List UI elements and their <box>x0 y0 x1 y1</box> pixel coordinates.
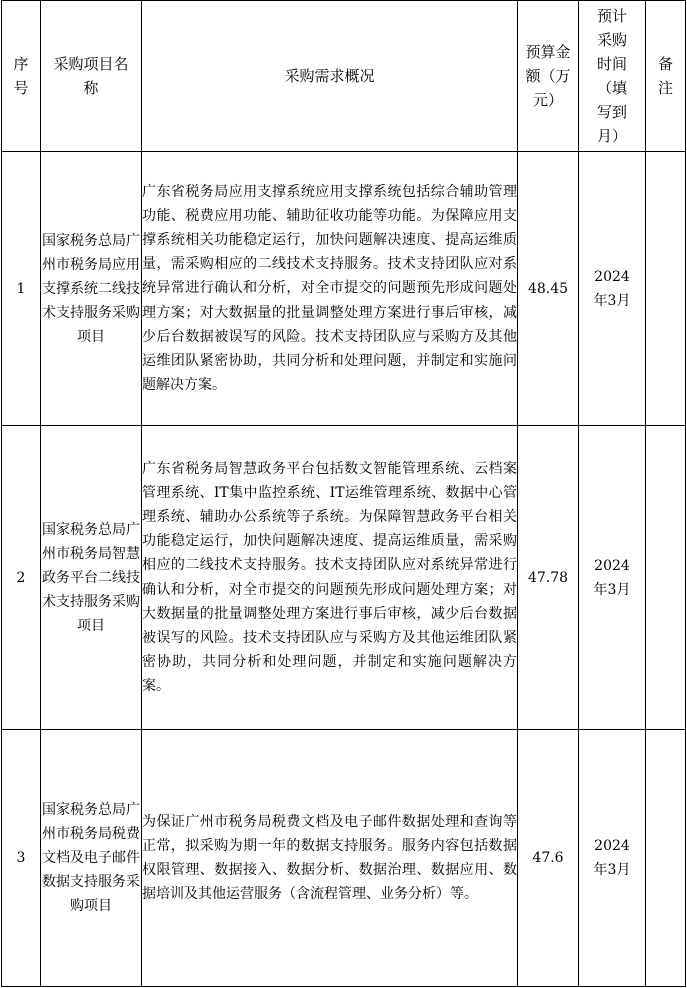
row-project-name: 国家税务总局广州市税务局税费文档及电子邮件数据支持服务采购项目 <box>41 730 142 987</box>
row-remark <box>646 730 686 987</box>
table-row <box>2 730 686 987</box>
row-time-month: 年3月 <box>593 292 631 309</box>
row-project-name: 国家税务总局广州市税务局应用支撑系统二线技术支持服务采购项目 <box>41 152 142 426</box>
header-seq: 序号 <box>2 1 41 152</box>
row-project-name: 国家税务总局广州市税务局智慧政务平台二线技术支持服务采购项目 <box>41 426 142 730</box>
row-remark <box>646 152 686 426</box>
table-row <box>2 152 686 426</box>
row-time-month: 年3月 <box>593 862 631 878</box>
row-summary: 广东省税务局智慧政务平台包括数文智能管理系统、云档案管理系统、IT集中监控系统、IT运维管理系统、数据中心管理系统、辅助办公系统等子系统。为保障智慧政务平台相关功能稳定运行，加快问题解决速度、提高运维质量，需采购相应的二线技术支持服务。技术支持团队应对系统异常进行确认和分析，对全市提交的问题预先形成问题处理方案；对大数据量的批量调整处理方案进行事后审核，减少后台数据被误写的风险。技术支持团队应与采购方及其他运维团队紧密协助，共同分析和处理问题，并制定和实施问题解决方案。 <box>142 426 518 730</box>
row-time-year: 2024 <box>594 268 630 285</box>
row-remark <box>646 426 686 730</box>
header-time: 预计采购时间（填写到月） <box>579 1 646 152</box>
row-summary: 广东省税务局应用支撑系统应用支撑系统包括综合辅助管理功能、税费应用功能、辅助征收功能等功能。为保障应用支撑系统相关功能稳定运行，加快问题解决速度、提高运维质量，需采购相应的二线技术支持服务。技术支持团队应对系统异常进行确认和分析，对全市提交的问题预先形成问题处理方案；对大数据量的批量调整处理方案进行事后审核，减少后台数据被误写的风险。技术支持团队应与采购方及其他运维团队紧密协助，共同分析和处理问题，并制定和实施问题解决方案。 <box>142 152 518 426</box>
row-budget: 48.45 <box>518 152 579 426</box>
procurement-table <box>1 0 686 987</box>
table-row <box>2 426 686 730</box>
row-seq: 1 <box>2 152 41 426</box>
header-budget: 预算金额（万元） <box>518 1 579 152</box>
row-time-year: 2024 <box>594 557 630 574</box>
row-time <box>579 730 646 987</box>
row-time-year: 2024 <box>594 838 630 854</box>
header-remark: 备注 <box>646 1 686 152</box>
row-summary: 为保证广州市税务局税费文档及电子邮件数据处理和查询等正常，拟采购为期一年的数据支持服务。服务内容包括数据权限管理、数据接入、数据分析、数据治理、数据应用、数据培训及其他运营服务（含流程管理、业务分析）等。 <box>142 730 518 987</box>
row-time <box>579 426 646 730</box>
row-time <box>579 152 646 426</box>
header-row <box>2 1 686 152</box>
row-time-month: 年3月 <box>593 581 631 598</box>
row-seq: 3 <box>2 730 41 987</box>
header-project-name: 采购项目名称 <box>41 1 142 152</box>
row-seq: 2 <box>2 426 41 730</box>
header-summary: 采购需求概况 <box>142 1 518 152</box>
row-budget: 47.78 <box>518 426 579 730</box>
row-budget: 47.6 <box>518 730 579 987</box>
